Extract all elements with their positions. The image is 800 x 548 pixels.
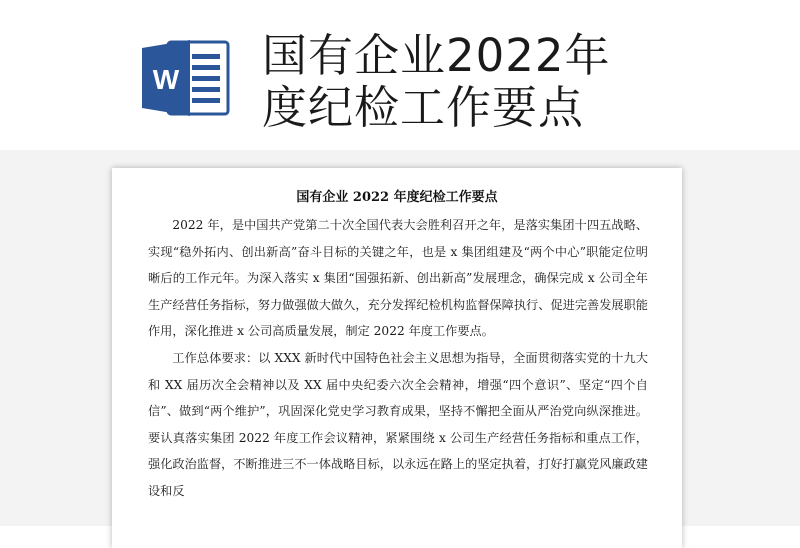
- document-title: 国有企业 2022 年度纪检工作要点: [296, 190, 498, 205]
- hero-title-line-1: 国有企业2022年: [262, 29, 611, 82]
- word-document-icon: [140, 38, 232, 118]
- document-paragraph: 工作总体要求：以 XXX 新时代中国特色社会主义思想为指导，全面贯彻落实党的十九大和 XX 届历次全会精神以及 XX 届中央纪委六次全会精神，增强“四个意识”、坚定“四个自信”、做到“两个维护”，巩固深化党史学习教育成果，坚持不懈把全面从严治党向纵深推进。要认真落实集团 2022 年度工作会议精神，紧紧围绕 x 公司生产经营任务指标和重点工作，强化政治监督，不断推进三不一体战略目标，以永远在路上的坚定执着，打好打赢党风廉政建设和反: [148, 350, 648, 498]
- hero-title: [262, 30, 782, 134]
- document-paragraph: 2022 年，是中国共产党第二十次全国代表大会胜利召开之年，是落实集团十四五战略、实现“稳外拓内、创出新高”奋斗目标的关键之年，也是 x 集团组建及“两个中心”职能定位明晰后的工作元年。为深入落实 x 集团“国强拓新、创出新高”发展理念，确保完成 x 公司全年生产经营任务指标，努力做强做大做久，充分发挥纪检机构监督保障执行、促进完善发展职能作用，深化推进 x 公司高质量发展，制定 2022 年度工作要点。: [148, 218, 648, 339]
- word-icon-letter: W: [152, 64, 180, 95]
- header-banner: [0, 0, 800, 150]
- document-body: [148, 212, 648, 505]
- hero-title-line-2: 度纪检工作要点: [262, 81, 585, 134]
- document-page: [112, 168, 682, 548]
